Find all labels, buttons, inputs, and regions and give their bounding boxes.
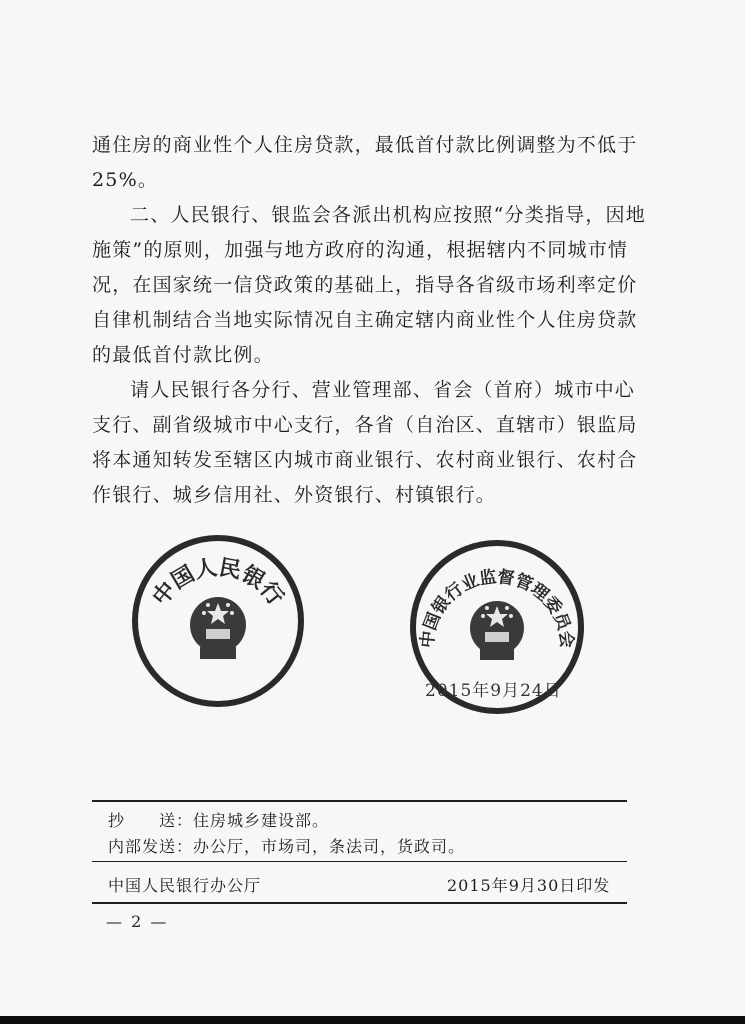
scan-edge (0, 1016, 745, 1024)
paragraph-1: 通住房的商业性个人住房贷款，最低首付款比例调整为不低于25%。 (92, 134, 638, 191)
issue-date: 2015年9月30日印发 (447, 876, 611, 895)
internal-row (108, 834, 465, 857)
cc-row (108, 808, 329, 831)
paragraph-2: 二、人民银行、银监会各派出机构应按照“分类指导，因地施策”的原则，加强与地方政府的沟通，根据辖内不同城市情况，在国家统一信贷政策的基础上，指导各省级市场利率定价自律机制结合当地实际情况自主确定辖内商业性个人住房贷款的最低首付款比例。 (92, 204, 646, 366)
pboc-seal-graphic (138, 541, 298, 701)
cc-label: 抄 送： (108, 811, 194, 830)
pboc-seal-text: 中国人民银行 (147, 554, 289, 611)
paragraph-3: 请人民银行各分行、营业管理部、省会（首府）城市中心支行、副省级城市中心支行，各省（自治区、直辖市）银监局将本通知转发至辖区内城市商业银行、农村商业银行、农村合作银行、城乡信用社、外资银行、村镇银行。 (92, 379, 638, 506)
footer-rule-middle (92, 861, 627, 862)
cbrc-seal-text: 中国银行业监督管理委员会 (417, 567, 577, 649)
issuer: 中国人民银行办公厅 (108, 876, 262, 895)
internal-label: 内部发送： (108, 837, 194, 856)
internal-value: 办公厅，市场司，条法司，货政司。 (193, 837, 466, 856)
footer-rule-bottom (92, 902, 627, 904)
seal-date: 2015年9月24日 (425, 681, 562, 701)
footer-rule-top (92, 800, 627, 802)
body-text (92, 128, 652, 513)
page-number: — 2 — (106, 912, 169, 931)
pboc-seal (132, 535, 304, 707)
cc-value: 住房城乡建设部。 (193, 811, 330, 830)
